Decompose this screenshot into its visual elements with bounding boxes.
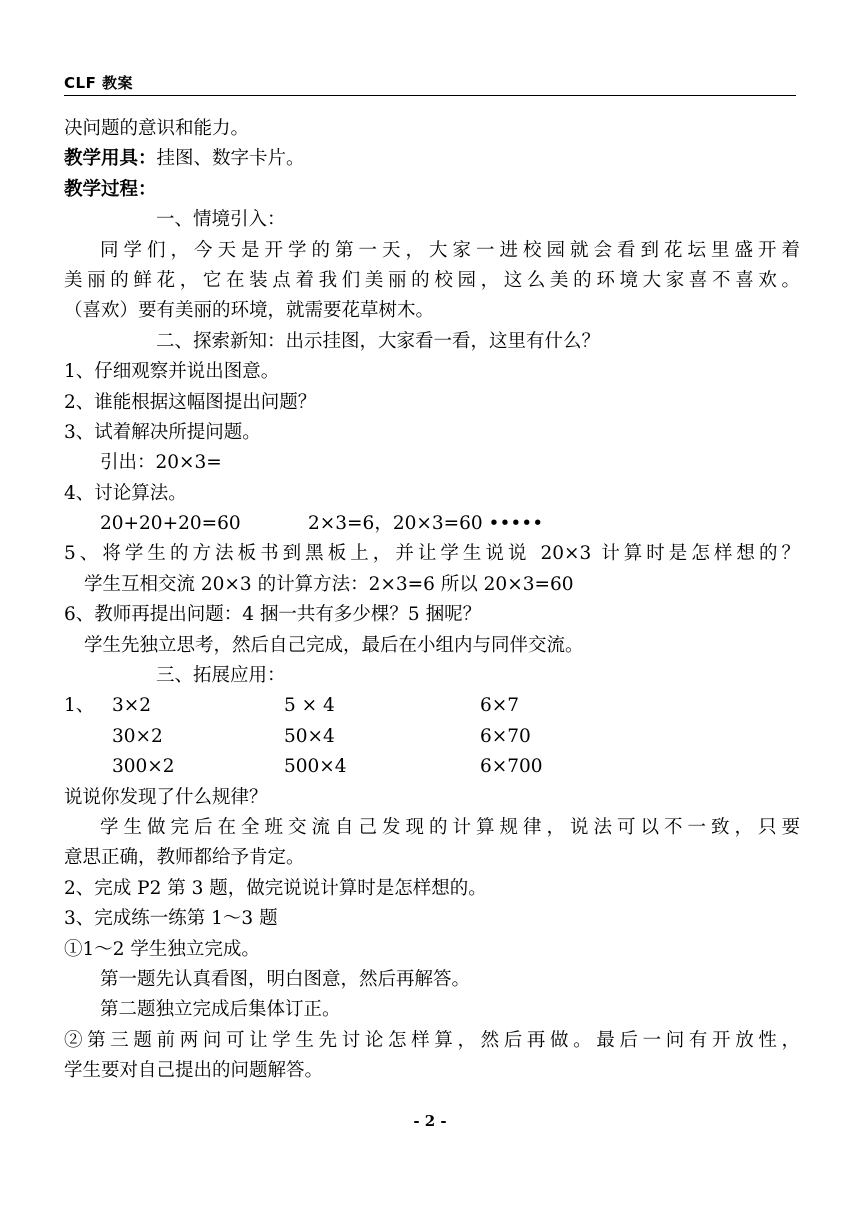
text-line: 同学们，今天是开学的第一天，大家一进校园就会看到花坛里盛开着 bbox=[100, 239, 800, 261]
calc-number: 1、 bbox=[64, 695, 95, 717]
calc-cell: 50×4 bbox=[284, 725, 335, 747]
list-item: 3、试着解决所提问题。 bbox=[64, 421, 261, 443]
section-heading-3: 三、拓展应用： bbox=[156, 665, 286, 687]
calc-cell: 5 × 4 bbox=[284, 695, 335, 717]
text-line: 引出：20×3= bbox=[100, 452, 222, 474]
calc-row bbox=[64, 722, 800, 752]
text-line: 第二题独立完成后集体订正。 bbox=[100, 999, 341, 1021]
calc-cell: 300×2 bbox=[112, 756, 175, 778]
calc-cell: 500×4 bbox=[284, 756, 347, 778]
text-line: 第一题先认真看图，明白图意，然后再解答。 bbox=[100, 968, 471, 990]
formula-product: 2×3=6，20×3=60 ••••• bbox=[308, 513, 544, 535]
list-item: 1、仔细观察并说出图意。 bbox=[64, 361, 280, 383]
text-line: 说说你发现了什么规律？ bbox=[64, 786, 268, 808]
teaching-process-heading: 教学过程： bbox=[64, 178, 157, 200]
calc-cell: 6×70 bbox=[480, 725, 531, 747]
list-item: 2、谁能根据这幅图提出问题？ bbox=[64, 391, 317, 413]
text-line: 学生互相交流 20×3 的计算方法：2×3=6 所以 20×3=60 bbox=[84, 573, 574, 595]
page-number: - 2 - bbox=[413, 1112, 447, 1130]
list-item: 2、完成 P2 第 3 题，做完说说计算时是怎样想的。 bbox=[64, 877, 487, 899]
teaching-tools-line bbox=[64, 144, 800, 174]
calc-cell: 6×7 bbox=[480, 695, 520, 717]
calc-row bbox=[64, 691, 800, 721]
header-rule bbox=[64, 95, 796, 96]
page-header: CLF 教案 bbox=[64, 74, 134, 92]
text-line: 美丽的鲜花，它在装点着我们美丽的校园，这么美的环境大家喜不喜欢。 bbox=[64, 269, 800, 291]
teaching-tools-label: 教学用具： bbox=[64, 148, 157, 170]
list-item: 3、完成练一练第 1～3 题 bbox=[64, 908, 278, 930]
list-item: 6、教师再提出问题：4 捆一共有多少棵？5 捆呢？ bbox=[64, 604, 482, 626]
formula-row bbox=[64, 509, 800, 539]
text-line: （喜欢）要有美丽的环境，就需要花草树木。 bbox=[64, 300, 435, 322]
formula-sum: 20+20+20=60 bbox=[100, 513, 241, 535]
list-item: 4、讨论算法。 bbox=[64, 482, 187, 504]
list-item: 5、将学生的方法板书到黑板上，并让学生说说 20×3 计算时是怎样想的？ bbox=[64, 543, 800, 565]
section-heading-1: 一、情境引入： bbox=[156, 209, 286, 231]
section-heading-2: 二、探索新知：出示挂图，大家看一看，这里有什么？ bbox=[156, 330, 601, 352]
calc-cell: 30×2 bbox=[112, 725, 163, 747]
text-line: 意思正确，教师都给予肯定。 bbox=[64, 847, 305, 869]
text-line: 决问题的意识和能力。 bbox=[64, 118, 250, 139]
teaching-tools-text: 挂图、数字卡片。 bbox=[156, 148, 305, 170]
text-line: 学生要对自己提出的问题解答。 bbox=[64, 1060, 324, 1082]
sub-item: ②第三题前两问可让学生先讨论怎样算，然后再做。最后一问有开放性， bbox=[64, 1029, 800, 1051]
text-line: 学生做完后在全班交流自己发现的计算规律，说法可以不一致，只要 bbox=[100, 816, 800, 838]
lesson-content bbox=[64, 114, 800, 1087]
text-line: 学生先独立思考，然后自己完成，最后在小组内与同伴交流。 bbox=[84, 634, 584, 656]
calc-row bbox=[64, 752, 800, 782]
calc-cell: 6×700 bbox=[480, 756, 543, 778]
sub-item: ①1～2 学生独立完成。 bbox=[64, 938, 260, 960]
calc-cell: 3×2 bbox=[112, 695, 152, 717]
